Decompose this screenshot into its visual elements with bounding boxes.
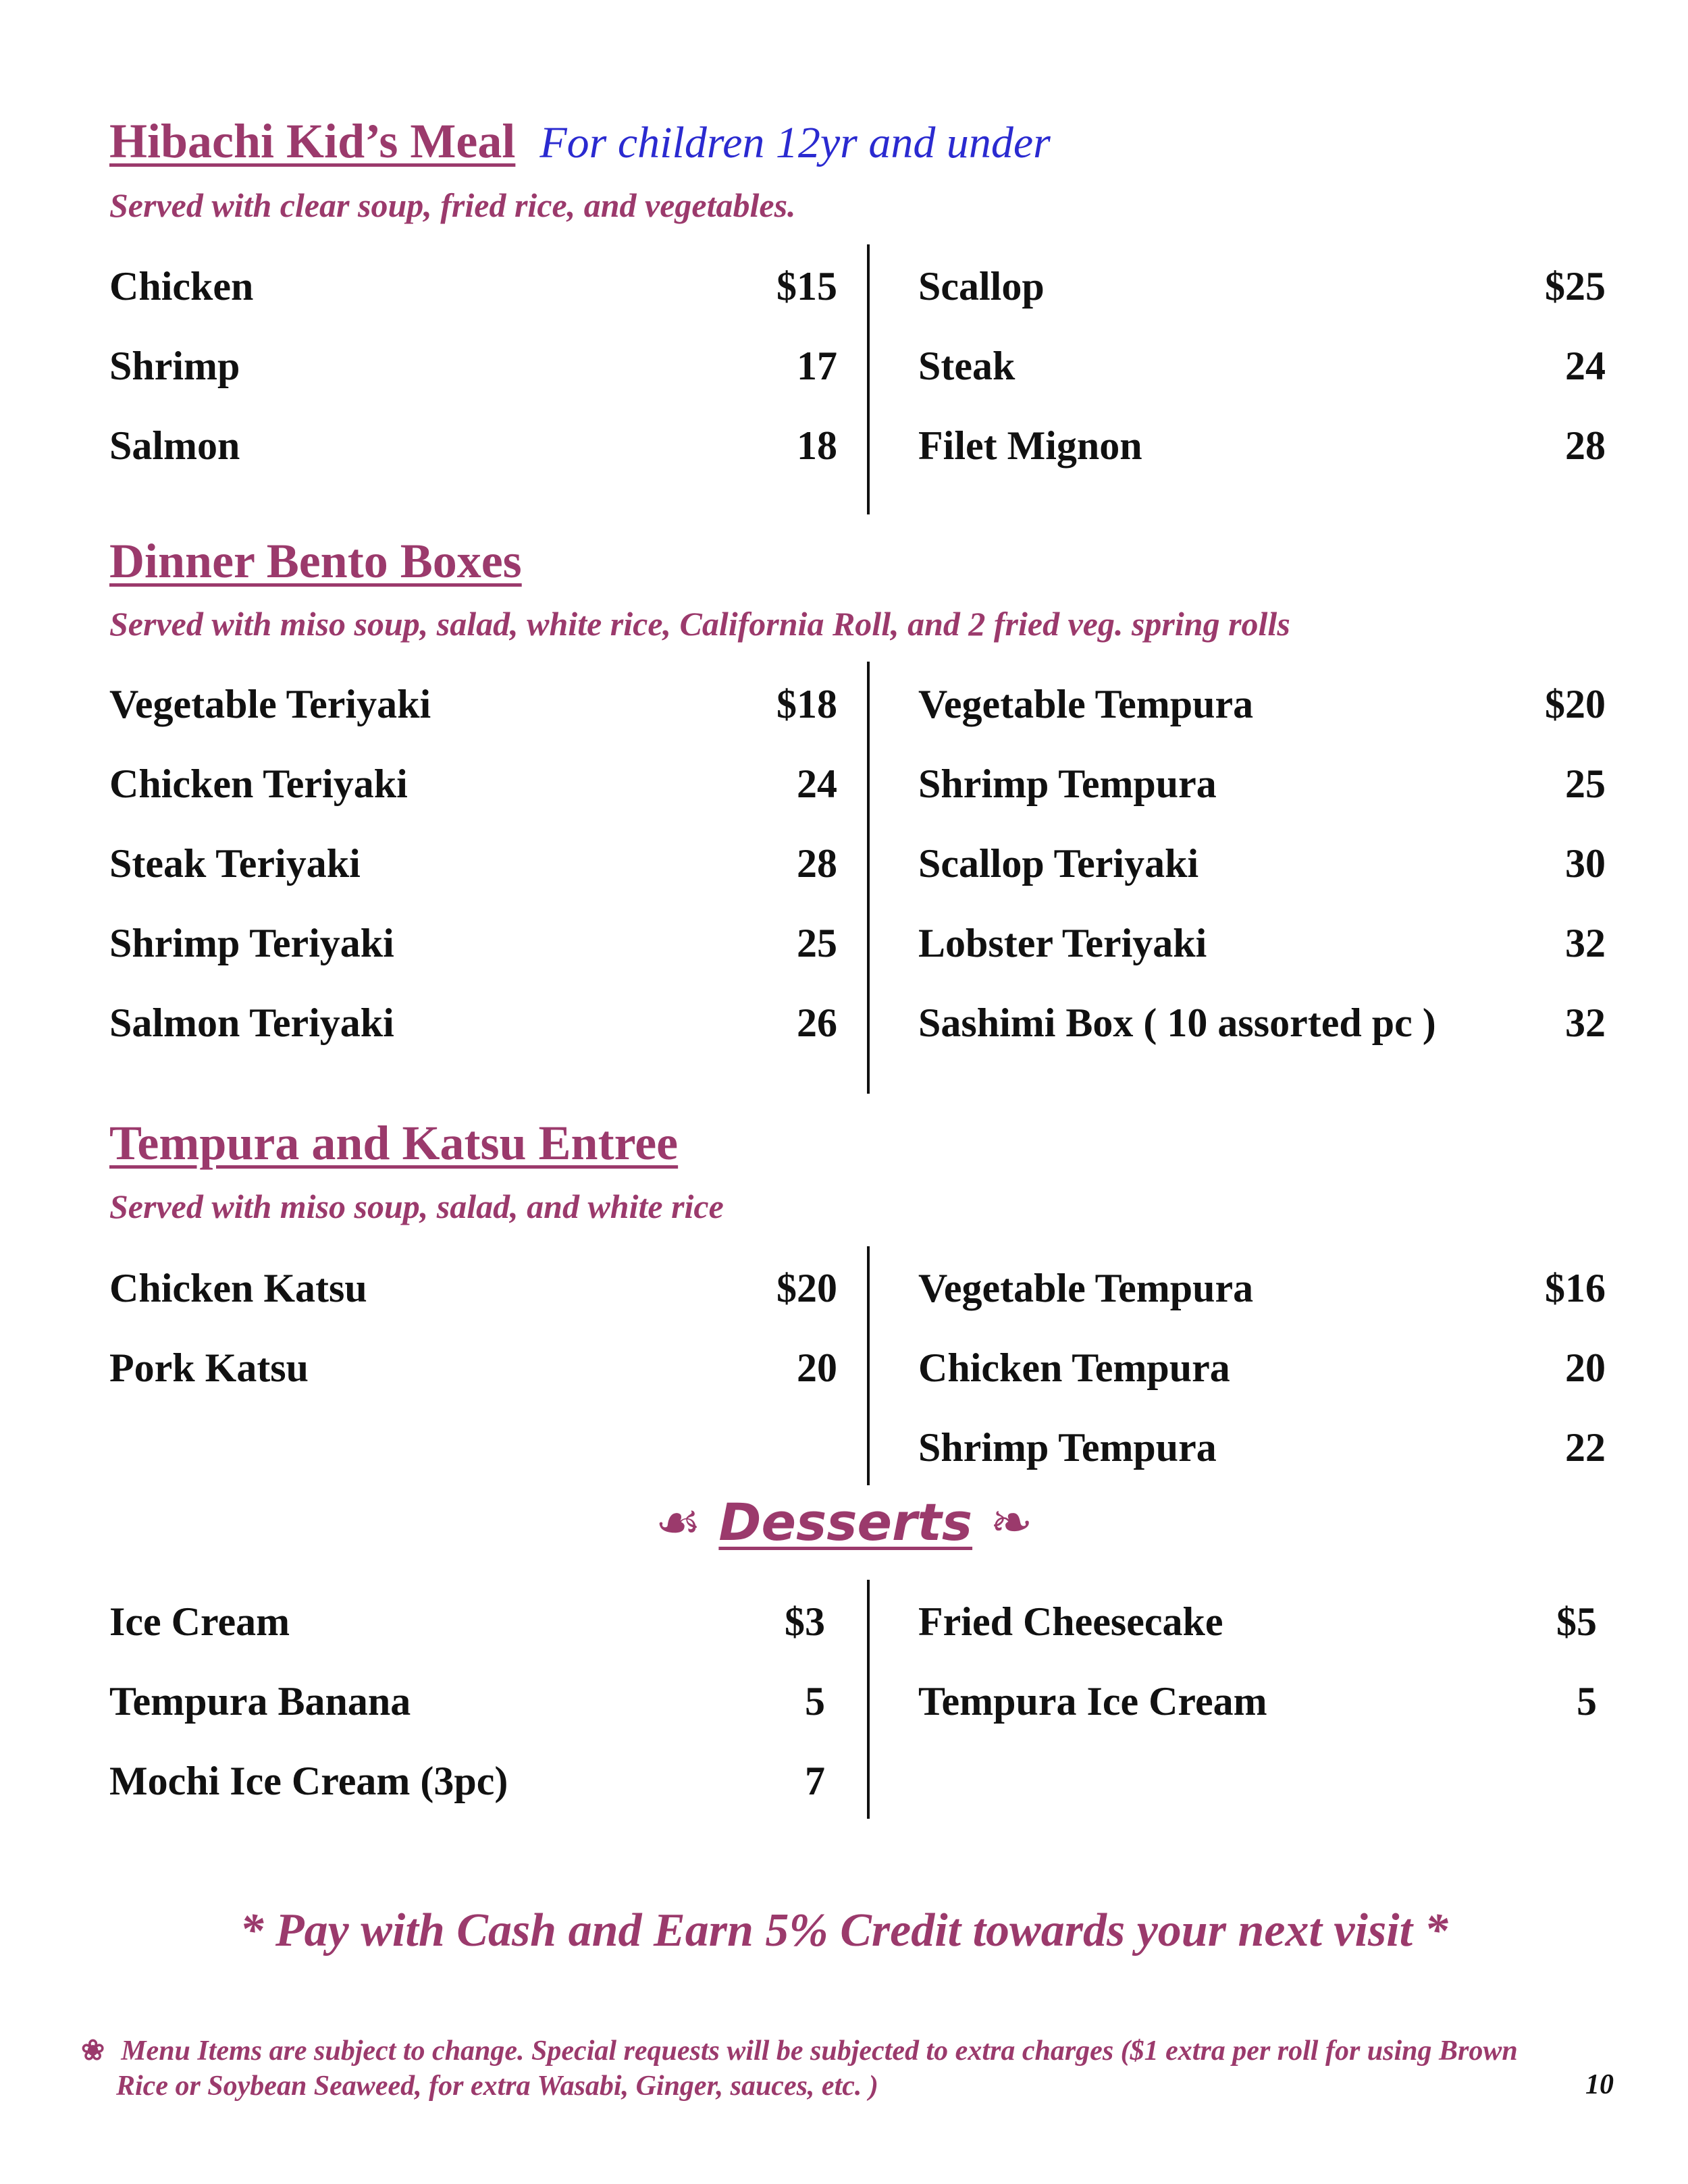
desserts-left-column: [109, 1595, 825, 1834]
menu-item-name: Vegetable Tempura: [918, 682, 1254, 726]
menu-item-name: Pork Katsu: [109, 1346, 309, 1390]
menu-item-price: $16: [1545, 1266, 1606, 1310]
menu-item-name: Chicken Teriyaki: [109, 762, 408, 806]
menu-item-price: $5: [1556, 1599, 1597, 1644]
kids-age-note: For children 12yr and under: [539, 118, 1051, 167]
footer-line-2: Rice or Soybean Seaweed, for extra Wasabi, Ginger, sauces, etc. ): [116, 2071, 878, 2102]
menu-item-price: 5: [1577, 1679, 1597, 1724]
menu-item: [109, 757, 837, 836]
menu-item-name: Mochi Ice Cream (3pc): [109, 1759, 508, 1803]
menu-item-price: $3: [785, 1599, 825, 1644]
menu-item-price: 17: [797, 344, 837, 388]
desserts-column-divider: [867, 1580, 870, 1819]
menu-item-name: Steak: [918, 344, 1016, 388]
tempura-subtitle: Served with miso soup, salad, and white rice: [109, 1188, 724, 1225]
page-number: 10: [1585, 2069, 1614, 2100]
menu-item-name: Steak Teriyaki: [109, 841, 361, 886]
menu-item-name: Ice Cream: [109, 1599, 290, 1644]
menu-item: [109, 339, 837, 419]
flower-icon: ❀: [81, 2035, 105, 2067]
menu-item-price: 25: [797, 921, 837, 965]
menu-item-price: 28: [1565, 423, 1606, 468]
tempura-section-title: Tempura and Katsu Entree: [109, 1116, 679, 1170]
menu-item-name: Scallop Teriyaki: [918, 841, 1199, 886]
menu-item: [109, 836, 837, 916]
menu-item-price: $20: [1545, 682, 1606, 726]
menu-item-name: Fried Cheesecake: [918, 1599, 1223, 1644]
menu-item: [918, 757, 1606, 836]
bento-column-divider: [867, 662, 870, 1094]
menu-item: [918, 339, 1606, 419]
menu-item-name: Chicken Tempura: [918, 1346, 1230, 1390]
menu-item: [918, 259, 1606, 339]
menu-item-price: 22: [1565, 1425, 1606, 1470]
bento-section-title: Dinner Bento Boxes: [109, 534, 522, 588]
tempura-column-divider: [867, 1246, 870, 1485]
menu-item: [109, 916, 837, 996]
menu-item-price: 30: [1565, 841, 1606, 886]
menu-item-price: $18: [776, 682, 837, 726]
menu-item-name: Vegetable Teriyaki: [109, 682, 431, 726]
menu-item-name: Chicken Katsu: [109, 1266, 367, 1310]
menu-item-name: Shrimp Tempura: [918, 1425, 1217, 1470]
desserts-title: Desserts: [718, 1492, 973, 1552]
menu-item-price: $20: [776, 1266, 837, 1310]
menu-item-price: 24: [1565, 344, 1606, 388]
menu-item: [918, 1420, 1606, 1500]
menu-item: [918, 996, 1606, 1075]
menu-item: [109, 1261, 837, 1341]
menu-item-price: 24: [797, 762, 837, 806]
kids-right-column: [918, 259, 1606, 498]
fleuron-right-icon: ❧: [990, 1492, 1033, 1552]
menu-item-name: Tempura Ice Cream: [918, 1679, 1267, 1724]
menu-item-name: Salmon: [109, 423, 240, 468]
menu-item-name: Tempura Banana: [109, 1679, 411, 1724]
menu-item-name: Shrimp Teriyaki: [109, 921, 394, 965]
menu-item: [918, 1341, 1606, 1420]
menu-item-price: 20: [797, 1346, 837, 1390]
menu-item-name: Scallop: [918, 264, 1045, 309]
menu-item: [109, 1595, 825, 1674]
menu-item-name: Shrimp: [109, 344, 240, 388]
menu-item-price: 7: [805, 1759, 825, 1803]
menu-item: [109, 1674, 825, 1754]
menu-item: [109, 1341, 837, 1420]
menu-item: [918, 1261, 1606, 1341]
tempura-right-column: [918, 1261, 1606, 1500]
tempura-left-column: [109, 1261, 837, 1420]
menu-item-name: Sashimi Box ( 10 assorted pc ): [918, 1001, 1436, 1045]
kids-left-column: [109, 259, 837, 498]
menu-item-price: 32: [1565, 1001, 1606, 1045]
menu-item-price: $25: [1545, 264, 1606, 309]
menu-item: [918, 836, 1606, 916]
bento-left-column: [109, 677, 837, 1075]
menu-item-price: 32: [1565, 921, 1606, 965]
menu-item: [918, 677, 1606, 757]
desserts-right-column: [918, 1595, 1597, 1754]
bento-subtitle: Served with miso soup, salad, white rice, California Roll, and 2 fried veg. spring rolls: [109, 605, 1290, 643]
menu-item-price: $15: [776, 264, 837, 309]
menu-item-name: Salmon Teriyaki: [109, 1001, 394, 1045]
menu-item-name: Lobster Teriyaki: [918, 921, 1207, 965]
menu-item-price: 18: [797, 423, 837, 468]
footer-disclaimer: [81, 2033, 1620, 2104]
menu-item-price: 25: [1565, 762, 1606, 806]
menu-item: [918, 1595, 1597, 1674]
menu-item-name: Shrimp Tempura: [918, 762, 1217, 806]
bento-right-column: [918, 677, 1606, 1075]
menu-item-name: Chicken: [109, 264, 254, 309]
kids-title-text: Hibachi Kid’s Meal: [109, 114, 516, 168]
kids-section-title: [109, 113, 1051, 169]
menu-item-name: Filet Mignon: [918, 423, 1142, 468]
menu-item: [109, 1754, 825, 1834]
kids-subtitle: Served with clear soup, fried rice, and vegetables.: [109, 186, 796, 224]
footer-line-1: Menu Items are subject to change. Special requests will be subjected to extra charges ($1 extra per roll for using Brown: [121, 2035, 1518, 2067]
menu-item: [918, 916, 1606, 996]
menu-item-price: 28: [797, 841, 837, 886]
menu-item-price: 26: [797, 1001, 837, 1045]
menu-item: [918, 419, 1606, 498]
menu-item-price: 20: [1565, 1346, 1606, 1390]
menu-item: [109, 259, 837, 339]
kids-column-divider: [867, 244, 870, 514]
menu-item-price: 5: [805, 1679, 825, 1724]
menu-item: [109, 419, 837, 498]
menu-item-name: Vegetable Tempura: [918, 1266, 1254, 1310]
menu-item: [109, 677, 837, 757]
desserts-heading: [0, 1492, 1688, 1552]
fleuron-left-icon: ☙: [655, 1492, 702, 1552]
cash-credit-note: * Pay with Cash and Earn 5% Credit towards your next visit *: [240, 1905, 1448, 1956]
menu-item: [918, 1674, 1597, 1754]
menu-item: [109, 996, 837, 1075]
